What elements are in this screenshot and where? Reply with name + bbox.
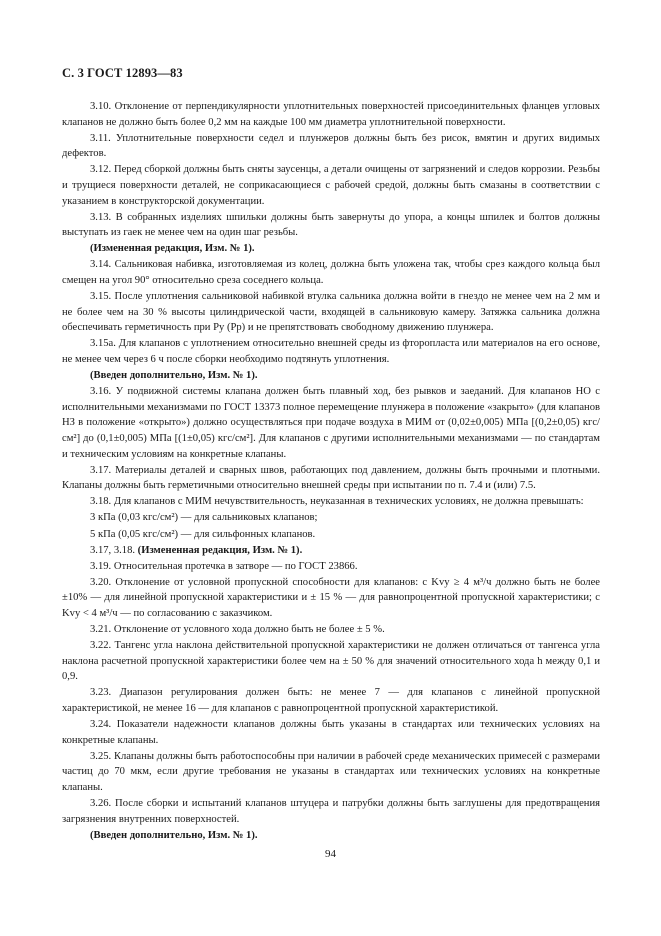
clause-paragraph: 3.19. Относительная протечка в затворе — по ГОСТ 23866. [90,560,358,572]
clause-paragraph: 3.12. Перед сборкой должны быть сняты заусенцы, а детали очищены от загрязнений и следов коррозии. Резьбы и трущиеся поверхности деталей, не соприкасающиеся с рабочей средой, должны быть смазаны в соответствии с указанием в конструкторской документации. [62,164,600,207]
amendment-note: (Введен дополнительно, Изм. № 1). [90,370,258,382]
clause-paragraph: 3 кПа (0,03 кгс/см²) — для сальниковых клапанов; [90,512,318,524]
clause-paragraph: 5 кПа (0,05 кгс/см²) — для сильфонных клапанов. [90,528,316,540]
clause-paragraph: 3.10. Отклонение от перпендикулярности уплотнительных поверхностей присоединительных фланцев угловых клапанов не должно быть более 0,2 мм на каждые 100 мм диаметра уплотнительной поверхности. [62,101,600,128]
amendment-note: (Введен дополнительно, Изм. № 1). [90,829,258,841]
clause-ref: 3.17, 3.18. [90,544,138,556]
clause-paragraph: 3.22. Тангенс угла наклона действительной пропускной характеристики не должен отличаться от тангенса угла наклона расчетной пропускной характеристики более чем на ± 50 % для значений относительного хода h между 0,1 и 0,9. [62,640,600,683]
amendment-note: (Измененная редакция, Изм. № 1). [90,243,255,255]
clause-paragraph: 3.24. Показатели надежности клапанов должны быть указаны в стандартах или технических условиях на конкретные клапаны. [62,719,600,746]
clause-paragraph: 3.14. Сальниковая набивка, изготовляемая из колец, должна быть уложена так, чтобы срез каждого кольца был смещен на угол 90° относительно среза соседнего кольца. [62,259,600,287]
clause-paragraph: 3.13. В собранных изделиях шпильки должны быть завернуты до упора, а концы шпилек и болтов должны выступать из гаек не менее чем на один шаг резьбы. [62,211,600,239]
clause-paragraph: 3.25. Клапаны должны быть работоспособны при наличии в рабочей среде механических примесей с размерами частиц до 70 мкм, если другие требования не указаны в стандартах или технических условиях на конкретные клапаны. [62,750,600,794]
clause-paragraph: 3.23. Диапазон регулирования должен быть: не менее 7 — для клапанов с линейной пропускной характеристикой, не менее 16 — для клапанов с равнопроцентной пропускной характеристикой. [62,687,600,715]
clause-paragraph: 3.17. Материалы деталей и сварных швов, работающих под давлением, должны быть прочными и плотными. Клапаны должны быть герметичными относительно внешней среды при испытании по п. 7.4 и (или) 7.5. [62,464,600,492]
clause-paragraph: 3.11. Уплотнительные поверхности седел и плунжеров должны быть без рисок, вмятин и других видимых дефектов. [62,132,600,160]
page-number: 94 [325,848,336,860]
clause-paragraph: 3.20. Отклонение от условной пропускной способности для клапанов: с Kvy ≥ 4 м³/ч должно быть не более ±10% — для линейной пропускной характеристики и ± 15 % — для равнопроцентной пропускной характеристики; с Kvy < 4 м³/ч — по согласованию с заказчиком. [62,576,600,619]
clause-paragraph: 3.15а. Для клапанов с уплотнением относительно внешней среды из фторопласта или материалов на его основе, не менее чем через 6 ч после сборки необходимо подтянуть уплотнения. [62,338,600,365]
clause-paragraph [62,543,600,559]
document-body [62,99,600,843]
page-header: С. 3 ГОСТ 12893—83 [62,66,183,80]
clause-paragraph: 3.18. Для клапанов с МИМ нечувствительность, неуказанная в технических условиях, не должна превышать: [90,496,584,508]
clause-paragraph: 3.21. Отклонение от условного хода должно быть не более ± 5 %. [90,624,385,636]
clause-paragraph: 3.16. У подвижной системы клапана должен быть плавный ход, без рывков и заеданий. Для клапанов НО с исполнительными механизмами по ГОСТ 13373 полное перемещение плунжера в положение «закрыто» (для клапанов НЗ в положение «открыто») должно осуществляться при подаче воздуха в МИМ от (0,02±0,005) МПа [(0,2±0,05) кгс/см²] до (0,1±0,005) МПа [(1±0,05) кгс/см²]. Для клапанов с другими исполнительными механизмами — по стандартам и техническим условиям на конкретные клапаны. [62,386,600,460]
amendment-note: (Измененная редакция, Изм. № 1). [137,544,303,556]
clause-paragraph: 3.15. После уплотнения сальниковой набивкой втулка сальника должна войти в гнездо не менее чем на 2 мм и не более чем на 30 % высоты цилиндрической части, входящей в сальниковую камеру. Затяжка сальника должна обеспечивать герметичность при Pу (Pр) и не препятствовать свободному движению плунжера. [62,291,600,334]
clause-paragraph: 3.26. После сборки и испытаний клапанов штуцера и патрубки должны быть заглушены для предотвращения загрязнения внутренних поверхностей. [62,798,600,825]
